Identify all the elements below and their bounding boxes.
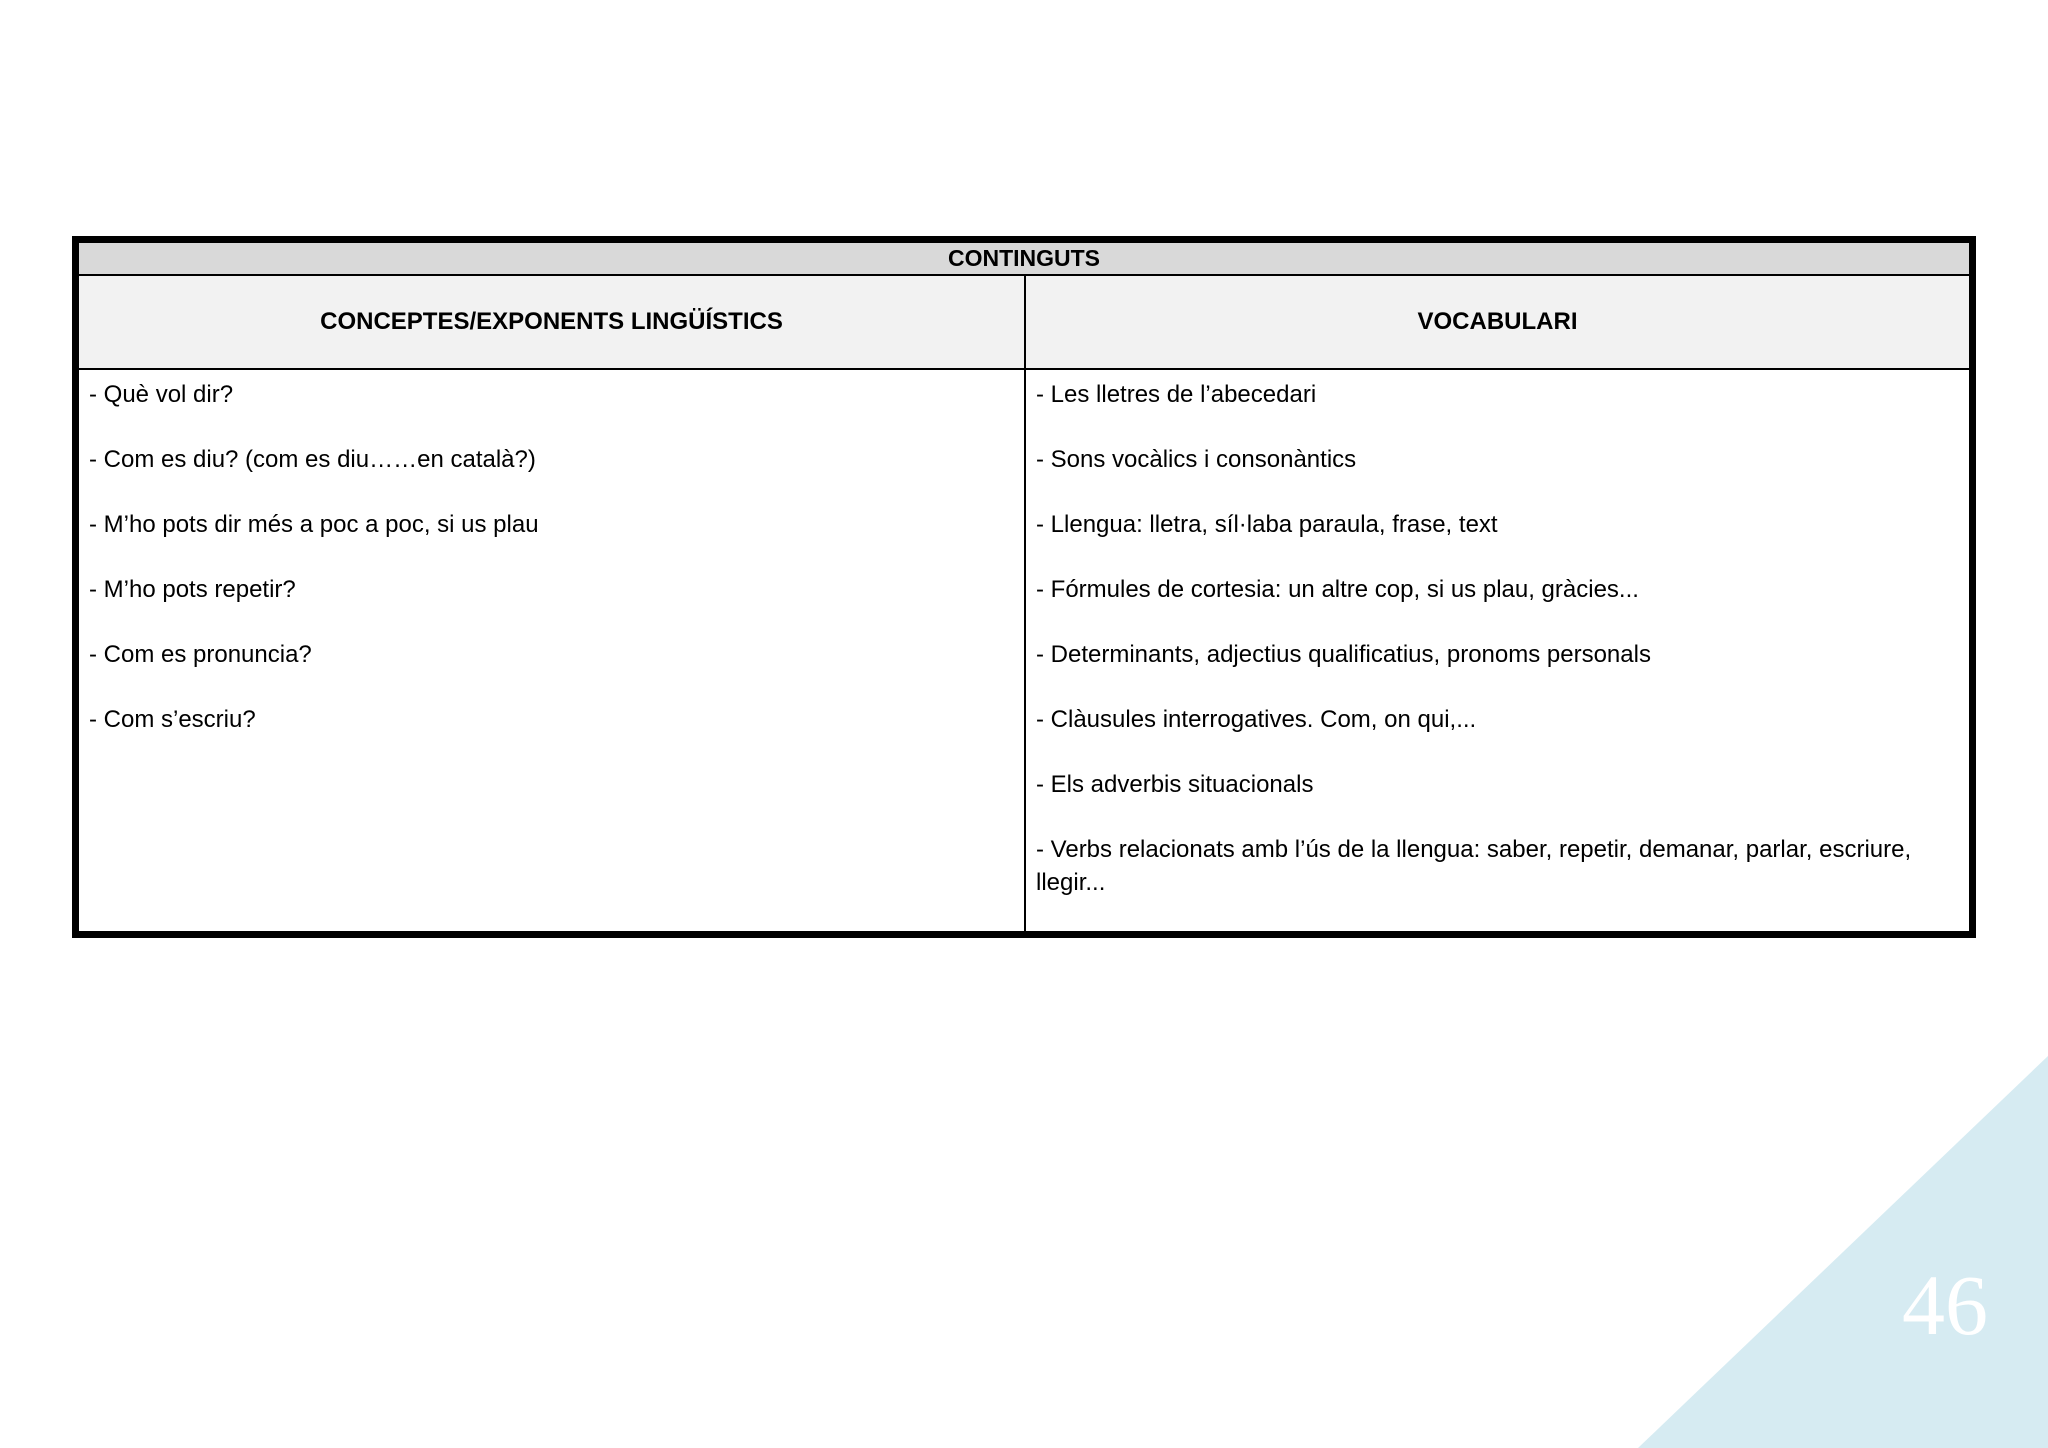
list-item: - Els adverbis situacionals [1036, 771, 1314, 798]
list-item: - Com s’escriu? [89, 706, 256, 733]
list-item: - M’ho pots repetir? [89, 576, 296, 603]
list-item: - Fórmules de cortesia: un altre cop, si us plau, gràcies... [1036, 576, 1639, 603]
list-item: - Sons vocàlics i consonàntics [1036, 446, 1357, 473]
column-header-concepts: CONCEPTES/EXPONENTS LINGÜÍSTICS [79, 276, 1026, 368]
table-title: CONTINGUTS [79, 243, 1969, 276]
list-item: - M’ho pots dir més a poc a poc, si us plau [89, 511, 539, 538]
corner-decoration [1638, 1056, 2048, 1448]
list-item: - Com es diu? (com es diu……en català?) [89, 446, 536, 473]
list-item: - Les lletres de l’abecedari [1036, 381, 1317, 408]
table-body-row [79, 370, 1969, 931]
list-item: - Com es pronuncia? [89, 641, 312, 668]
page-number: 46 [1902, 1257, 1988, 1353]
concepts-list [89, 378, 1014, 736]
concepts-cell [79, 370, 1026, 931]
list-item: - Clàusules interrogatives. Com, on qui,... [1036, 706, 1477, 733]
vocabulary-cell [1026, 370, 1969, 931]
contents-table [72, 236, 1976, 938]
column-header-vocabulary: VOCABULARI [1417, 307, 1578, 335]
table-header-row [79, 276, 1969, 370]
list-item: - Determinants, adjectius qualificatius, pronoms personals [1036, 641, 1651, 668]
list-item: - Què vol dir? [89, 381, 234, 408]
vocabulary-list [1036, 378, 1959, 899]
list-item: - Verbs relacionats amb l’ús de la llengua: saber, repetir, demanar, parlar, escriure, llegir... [1036, 836, 1912, 896]
list-item: - Llengua: lletra, síl·laba paraula, frase, text [1036, 511, 1498, 538]
